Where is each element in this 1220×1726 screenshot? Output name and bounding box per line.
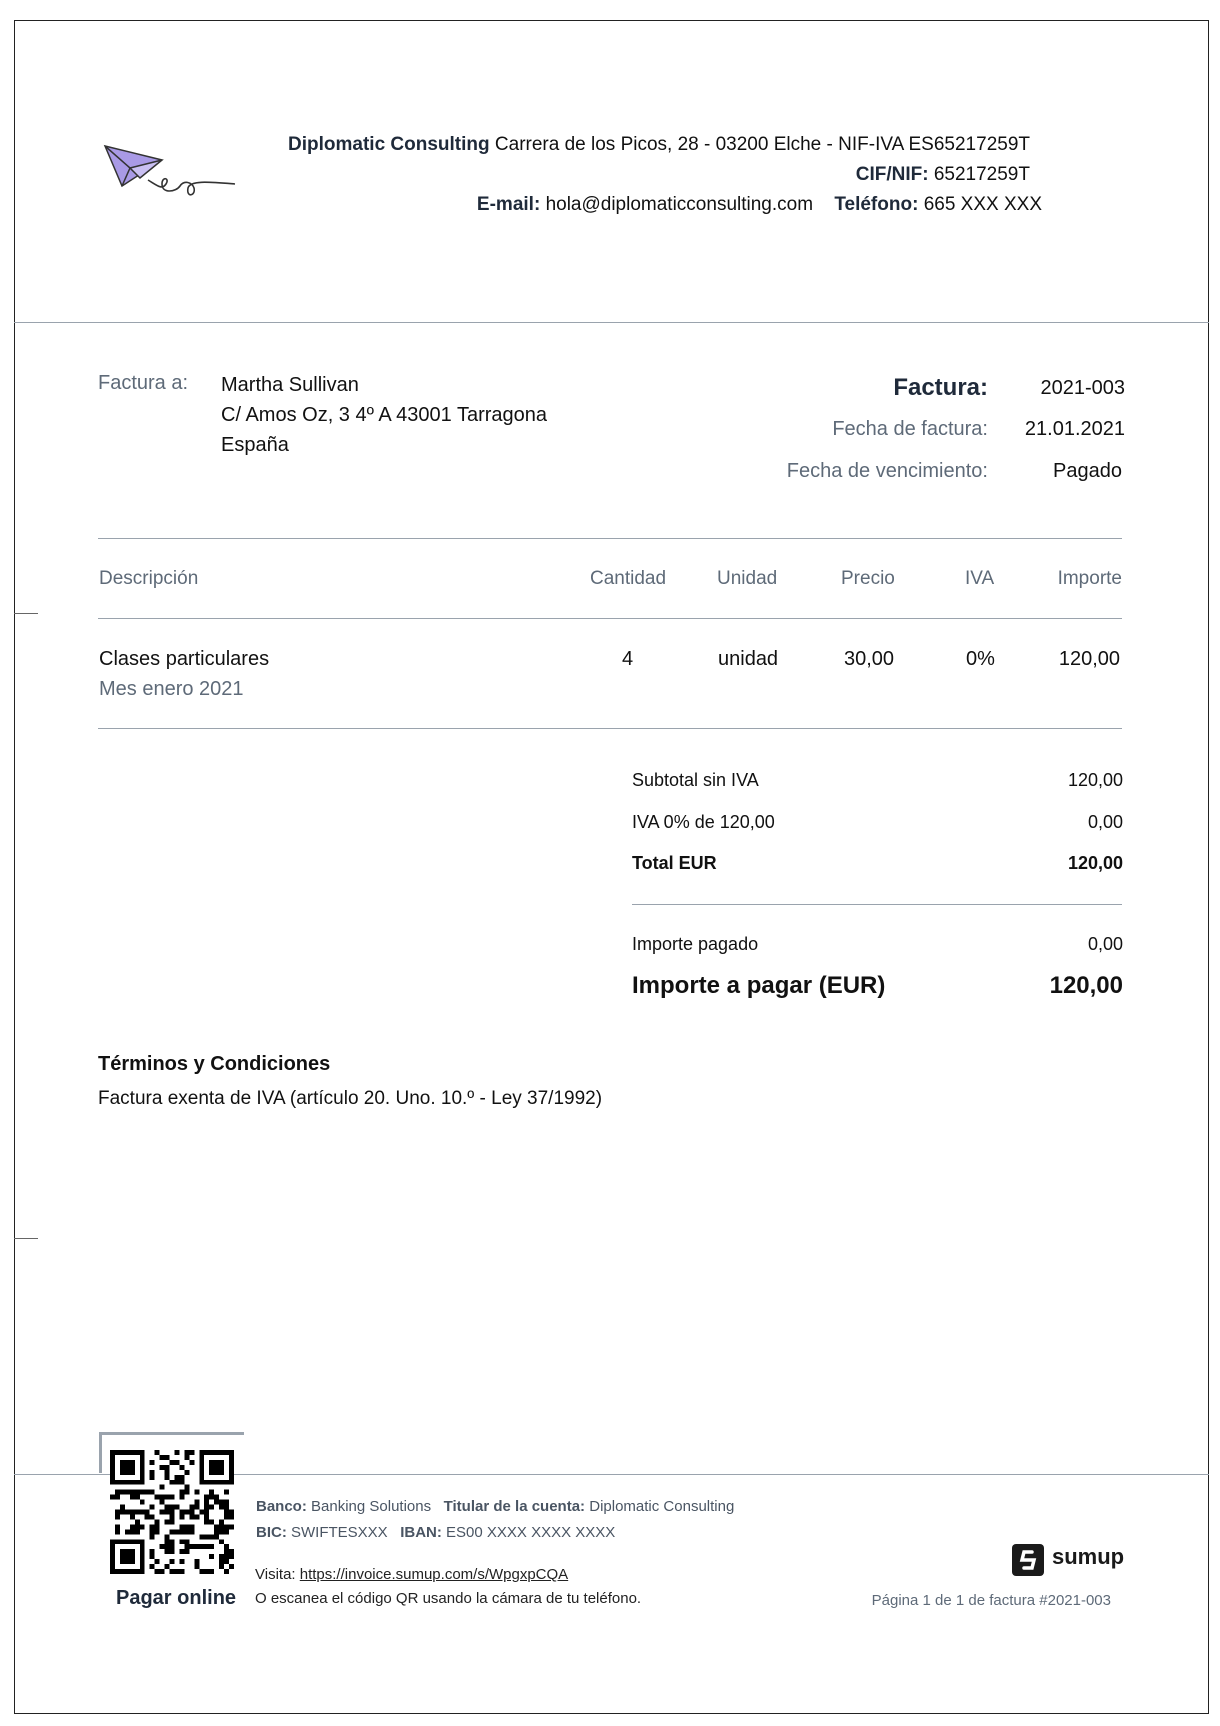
col-header-price: Precio [841, 568, 895, 589]
invoice-link[interactable]: https://invoice.sumup.com/s/WpgxpCQA [299, 1566, 569, 1583]
bill-to-block [221, 370, 547, 460]
fold-mark-bottom [14, 1238, 38, 1239]
customer-address: C/ Amos Oz, 3 4º A 43001 Tarragona [221, 404, 548, 426]
invoice-date: 21.01.2021 [1024, 418, 1125, 440]
total-label: Total EUR [632, 853, 717, 873]
company-info [288, 130, 1042, 220]
cif-value: 65217259T [933, 164, 1030, 185]
item-price: 30,00 [844, 648, 895, 670]
fold-mark-top [14, 613, 38, 614]
company-name: Diplomatic Consulting [288, 134, 490, 155]
phone-label: Teléfono: [834, 194, 919, 215]
scan-instructions: O escanea el código QR usando la cámara de tu teléfono. [255, 1590, 642, 1607]
table-top-rule [98, 538, 1122, 539]
iban-label: IBAN: [400, 1524, 442, 1541]
item-unit: unidad [718, 648, 779, 670]
item-description: Clases particulares [99, 648, 270, 670]
company-address: Carrera de los Picos, 28 - 03200 Elche - NIF-IVA ES65217259T [494, 134, 1030, 155]
visit-label: Visita: [255, 1566, 296, 1583]
col-header-quantity: Cantidad [590, 568, 667, 589]
sumup-brand: sumup [1052, 1544, 1125, 1569]
item-note: Mes enero 2021 [99, 678, 244, 700]
paper-plane-icon [100, 138, 240, 208]
col-header-amount: Importe [1057, 568, 1122, 589]
subtotal-value: 120,00 [1067, 770, 1123, 790]
bank-label: Banco: [256, 1498, 307, 1515]
header-divider [14, 322, 1209, 323]
table-header-rule [98, 618, 1122, 619]
email-label: E-mail: [476, 194, 541, 215]
totals-rule [632, 904, 1122, 905]
invoice-date-label: Fecha de factura: [832, 418, 988, 440]
bic-value: SWIFTESXXX [291, 1524, 388, 1541]
bank-details [256, 1498, 734, 1515]
total-value: 120,00 [1067, 853, 1123, 873]
invoice-number-label: Factura: [893, 374, 988, 401]
bank-value: Banking Solutions [311, 1498, 432, 1515]
vat-value: 0,00 [1087, 812, 1123, 832]
phone-value: 665 XXX XXX [923, 194, 1042, 215]
qr-code[interactable] [110, 1450, 234, 1574]
vat-label: IVA 0% de 120,00 [632, 812, 775, 832]
due-date: Pagado [1053, 460, 1122, 482]
invoice-number: 2021-003 [1040, 377, 1125, 399]
table-bottom-rule [98, 728, 1122, 729]
item-vat: 0% [966, 648, 995, 670]
terms-title: Términos y Condiciones [98, 1053, 331, 1075]
page-info: Página 1 de 1 de factura #2021-003 [871, 1592, 1111, 1609]
iban-value: ES00 XXXX XXXX XXXX [446, 1524, 616, 1541]
terms-text: Factura exenta de IVA (artículo 20. Uno. 10.º - Ley 37/1992) [98, 1088, 603, 1109]
due-date-label: Fecha de vencimiento: [786, 460, 988, 482]
bill-to-label: Factura a: [98, 372, 189, 394]
customer-country: España [221, 434, 289, 456]
paid-value: 0,00 [1087, 934, 1123, 954]
bank-codes [256, 1524, 615, 1541]
customer-name: Martha Sullivan [221, 374, 359, 396]
email-value: hola@diplomaticconsulting.com [545, 194, 814, 215]
subtotal-label: Subtotal sin IVA [632, 770, 759, 790]
cif-label: CIF/NIF: [855, 164, 929, 185]
holder-value: Diplomatic Consulting [589, 1498, 735, 1515]
col-header-unit: Unidad [717, 568, 778, 589]
item-quantity: 4 [622, 648, 634, 670]
bic-label: BIC: [256, 1524, 287, 1541]
pay-online-label[interactable]: Pagar online [116, 1587, 237, 1609]
col-header-vat: IVA [965, 568, 995, 589]
amount-due-value: 120,00 [1049, 972, 1123, 999]
sumup-logo-icon [1012, 1544, 1044, 1576]
col-header-description: Descripción [99, 568, 199, 589]
paid-label: Importe pagado [632, 934, 759, 954]
amount-due-label: Importe a pagar (EUR) [632, 972, 886, 999]
item-amount: 120,00 [1058, 648, 1120, 670]
visit-line [255, 1566, 568, 1583]
holder-label: Titular de la cuenta: [443, 1498, 586, 1515]
